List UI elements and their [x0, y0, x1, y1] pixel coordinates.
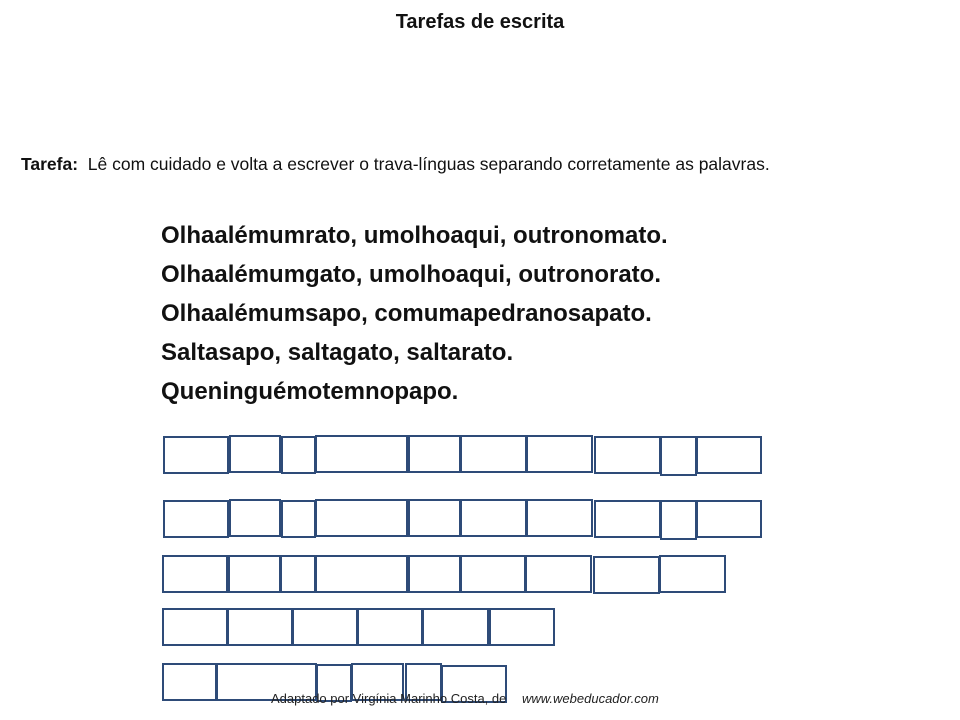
word-box[interactable]	[357, 608, 423, 646]
word-box[interactable]	[594, 500, 661, 538]
tongue-twister-line: Queninguémotemnopapo.	[161, 378, 459, 405]
word-box[interactable]	[162, 608, 228, 646]
word-box[interactable]	[489, 608, 555, 646]
word-box[interactable]	[460, 435, 527, 473]
word-box[interactable]	[281, 436, 316, 474]
word-box[interactable]	[660, 436, 697, 476]
word-box[interactable]	[163, 500, 229, 538]
word-box[interactable]	[229, 499, 281, 537]
word-box[interactable]	[280, 555, 316, 593]
word-box[interactable]	[460, 499, 527, 537]
tongue-twister-line: Olhaalémumrato, umolhoaqui, outronomato.	[161, 222, 668, 249]
word-box[interactable]	[162, 555, 228, 593]
word-box[interactable]	[281, 500, 316, 538]
word-box[interactable]	[228, 555, 281, 593]
word-box[interactable]	[593, 556, 660, 594]
footer-credit	[271, 691, 659, 706]
word-box[interactable]	[408, 555, 461, 593]
word-box[interactable]	[315, 435, 408, 473]
tongue-twister-block	[161, 216, 668, 411]
tongue-twister-line: Olhaalémumgato, umolhoaqui, outronorato.	[161, 261, 662, 288]
word-box[interactable]	[292, 608, 358, 646]
task-text: Lê com cuidado e volta a escrever o trava-línguas separando corretamente as palavras.	[87, 154, 770, 174]
word-box[interactable]	[660, 500, 697, 540]
word-box[interactable]	[408, 435, 461, 473]
word-box[interactable]	[526, 435, 593, 473]
word-box[interactable]	[594, 436, 661, 474]
word-box[interactable]	[315, 499, 408, 537]
word-box[interactable]	[163, 436, 229, 474]
word-box[interactable]	[229, 435, 281, 473]
word-box[interactable]	[315, 555, 408, 593]
page-title: Tarefas de escrita	[395, 11, 565, 33]
word-box[interactable]	[162, 663, 217, 701]
tongue-twister-line: Saltasapo, saltagato, saltarato.	[161, 339, 514, 366]
tongue-twister-line: Olhaalémumsapo, comumapedranosapato.	[161, 300, 652, 327]
task-instruction	[21, 150, 861, 179]
word-box[interactable]	[227, 608, 293, 646]
word-box[interactable]	[696, 500, 762, 538]
word-box[interactable]	[460, 555, 526, 593]
word-box[interactable]	[525, 555, 592, 593]
task-label: Tarefa:	[21, 154, 79, 174]
credit-text: Adaptado por Virgínia Marinho Costa, de	[271, 691, 507, 706]
word-box[interactable]	[408, 499, 461, 537]
word-box[interactable]	[526, 499, 593, 537]
word-box[interactable]	[422, 608, 489, 646]
word-box[interactable]	[659, 555, 726, 593]
website-link[interactable]: www.webeducador.com	[521, 691, 659, 706]
word-box[interactable]	[696, 436, 762, 474]
